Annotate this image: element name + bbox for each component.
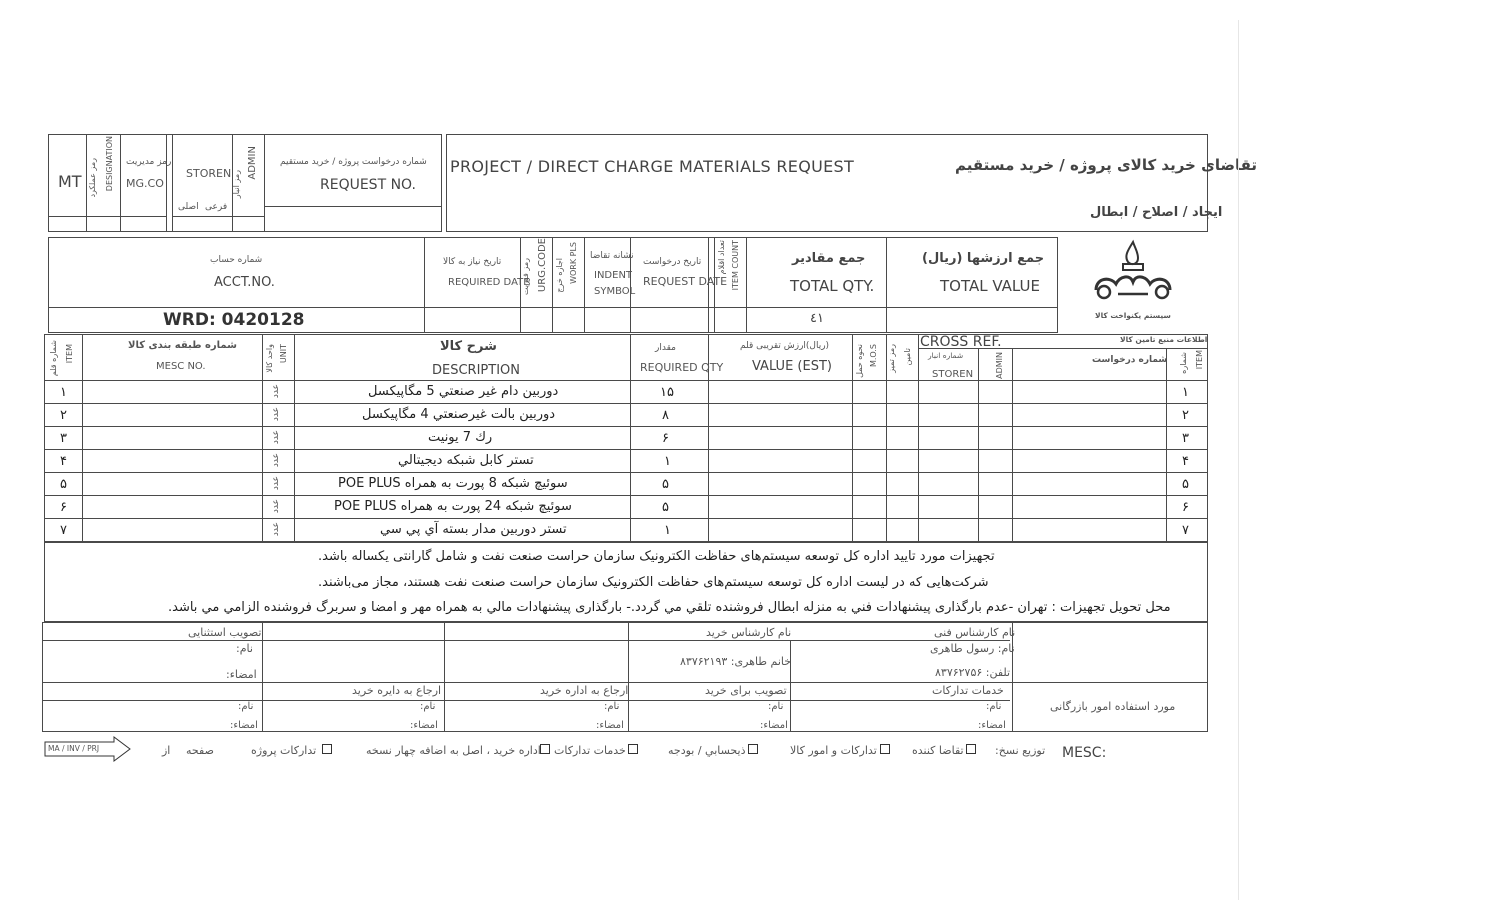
refer-dept-label: ارجاع به اداره خرید: [540, 684, 629, 697]
mgco-label: MG.CO: [126, 177, 164, 190]
row-desc: سوئیچ شبکه 8 پورت به همراه POE PLUS: [338, 476, 568, 491]
total-qty-value: ٤١: [810, 311, 824, 326]
acct-fa: شماره حساب: [210, 255, 263, 265]
tech-expert-label: نام کارشناس فنی: [934, 626, 1016, 639]
row-unit: عدد: [271, 453, 281, 468]
indent-fa: نشانه تقاضا: [590, 251, 634, 261]
buy-office-label: اداره خرید ، اصل به اضافه چهار نسخه: [366, 744, 541, 757]
title-fa: تقاضای خرید کالای پروژه / خرید مستقیم: [955, 156, 1258, 174]
col-tamin-fa: تامین: [903, 348, 912, 366]
col-supplier-info: اطلاعات منبع تامین کالا: [1120, 335, 1208, 344]
col-naghl-fa: نحوه حمل: [855, 344, 864, 378]
col-value-en: VALUE (EST): [752, 359, 832, 374]
supply-service-checkbox[interactable]: [628, 744, 638, 754]
row-unit: عدد: [271, 522, 281, 537]
row-no-right: ٧: [1182, 523, 1189, 538]
supply-services-label: خدمات تدارکات: [932, 684, 1004, 697]
buy-expert-name: خانم طاهری: ۸۳۷۶۲۱۹۳: [680, 655, 792, 668]
refer-dept-name: نام:: [604, 701, 620, 712]
col-desc-fa: شرح کالا: [440, 339, 497, 354]
row-qty: ۵: [662, 500, 669, 515]
supply-services-name: نام:: [986, 701, 1002, 712]
row-no: ۶: [60, 500, 67, 515]
approve-buy-name: نام:: [768, 701, 784, 712]
project-supply-checkbox[interactable]: [322, 744, 332, 754]
item-count-en: ITEM COUNT: [731, 240, 740, 291]
exception-sign: امضاء:: [226, 668, 257, 681]
mgco-fa-label: رمز مدیریت: [126, 157, 172, 167]
supply-service-label: خدمات تدارکات: [554, 744, 626, 757]
col-storen: STOREN: [932, 369, 974, 380]
work-pls: WORK PLS: [569, 242, 578, 284]
row-no: ۴: [60, 454, 67, 469]
urg-fa: رمز فوریت: [521, 258, 530, 296]
row-qty: ٨: [662, 408, 669, 423]
row-no: ۵: [60, 477, 67, 492]
indent-en: INDENT SYMBOL: [594, 270, 636, 297]
project-supply-label: تدارکات پروژه: [251, 744, 317, 757]
acct-value: WRD: 0420128: [163, 310, 305, 330]
requester-checkbox[interactable]: [966, 744, 976, 754]
admin-label: ADMIN: [247, 146, 258, 180]
note-2: شرکت‌هایی که در لیست اداره کل توسعه سیستم‌های حفاظت الکترونیک سازمان حراست صنعت نفت هستند، مجاز می‌باشند.: [318, 575, 989, 590]
required-date-fa: تاریخ نیاز به کالا: [443, 257, 502, 267]
col-item-en: ITEM: [65, 344, 74, 364]
left-name: نام:: [238, 701, 254, 712]
request-date-fa: تاریخ درخواست: [643, 257, 702, 267]
row-no-right: ۶: [1182, 500, 1189, 515]
logo-text: سیستم یکنواخت کالا: [1095, 311, 1171, 320]
row-unit: عدد: [271, 430, 281, 445]
anbar-label: رمز انبار: [232, 170, 241, 199]
col-req-no-fa: شماره درخواست: [1092, 355, 1168, 365]
col-mos: M.O.S: [869, 344, 878, 368]
col-item2-fa: شماره: [1179, 352, 1188, 374]
col-value-fa: (ریال)ارزش تقریبی قلم: [740, 341, 830, 351]
amalkard-label: رمز عملکرد: [88, 158, 97, 198]
col-qty-fa: مقدار: [655, 343, 676, 353]
refer-office-sign: امضاء:: [410, 720, 438, 731]
col-item-fa: شماره قلم: [49, 340, 58, 377]
refer-office-name: نام:: [420, 701, 436, 712]
row-qty: ١: [664, 523, 671, 538]
request-date-en: REQUEST DATE: [643, 275, 728, 288]
accounting-checkbox[interactable]: [748, 744, 758, 754]
form-code: MA / INV / PRJ: [48, 744, 100, 753]
tech-expert-name: نام: رسول طاهری: [930, 642, 1015, 655]
row-desc: تستر دوربین مدار بسته آي پي سي: [380, 522, 567, 537]
mt-label: MT: [58, 172, 82, 191]
col-admin: ADMIN: [995, 352, 1004, 379]
urg-code: URG.CODE: [537, 238, 548, 293]
scan-edge-line: [1238, 20, 1239, 900]
supply-goods-checkbox[interactable]: [880, 744, 890, 754]
total-value-fa: جمع ارزشها (ریال): [922, 251, 1045, 266]
item-count-fa: تعداد اقلام: [717, 240, 726, 275]
row-no-right: ٢: [1182, 408, 1189, 423]
requester-label: تقاضا کننده: [912, 744, 964, 757]
row-unit: عدد: [271, 384, 281, 399]
col-unit-en: UNIT: [279, 344, 288, 364]
total-qty-en: TOTAL QTY.: [790, 277, 875, 295]
subtitle-fa: ایجاد / اصلاح / ابطال: [1090, 205, 1223, 220]
row-desc: تستر کابل شبکه دیجیتالي: [398, 453, 534, 468]
col-qty-en: REQUIRED QTY: [640, 361, 724, 374]
tech-expert-phone: تلفن: ۸۳۷۶۲۷۵۶: [935, 666, 1011, 679]
exception-name: نام:: [236, 642, 253, 655]
buy-office-checkbox[interactable]: [540, 744, 550, 754]
request-no-fa: شماره درخواست پروژه / خرید مستقیم: [280, 157, 427, 167]
col-mesc-en: MESC NO.: [156, 361, 206, 372]
refer-office-label: ارجاع به دایره خرید: [352, 684, 442, 697]
row-no-right: ١: [1182, 385, 1189, 400]
row-no-right: ٣: [1182, 431, 1189, 446]
col-item2-en: ITEM: [1195, 350, 1204, 370]
supply-services-sign: امضاء:: [978, 720, 1006, 731]
col-desc-en: DESCRIPTION: [432, 363, 520, 378]
buy-expert-label: نام کارشناس خرید: [706, 626, 792, 639]
row-qty: ۵: [662, 477, 669, 492]
row-no-right: ۵: [1182, 477, 1189, 492]
row-desc: دوربین دام غیر صنعتي 5 مگاپیکسل: [368, 384, 559, 399]
row-qty: ١: [664, 454, 671, 469]
refer-dept-sign: امضاء:: [596, 720, 624, 731]
left-sign: امضاء:: [230, 720, 258, 731]
row-no-right: ۴: [1182, 454, 1189, 469]
commerce-use-label: مورد استفاده امور بازرگانی: [1050, 700, 1176, 713]
row-desc: رك 7 یونیت: [428, 430, 493, 445]
accounting-label: ذیحسابي / بودجه: [668, 744, 746, 757]
exception-label: تصویب استثنایی: [188, 626, 262, 639]
work-fa: اجازه خرج: [555, 258, 564, 293]
col-mesc-fa: شماره طبقه بندی کالا: [128, 340, 237, 351]
row-desc: سوئیچ شبکه 24 پورت به همراه POE PLUS: [334, 499, 572, 514]
row-unit: عدد: [271, 476, 281, 491]
of-label: از: [162, 744, 171, 757]
row-qty: ١۵: [660, 385, 674, 400]
mesc-label: MESC:: [1062, 745, 1107, 761]
row-no: ٣: [60, 431, 67, 446]
approve-buy-sign: امضاء:: [760, 720, 788, 731]
row-desc: دوربین بالت غیرصنعتي 4 مگاپیکسل: [362, 407, 556, 422]
page-label: صفحه: [186, 744, 214, 757]
col-ramz-fa: رمز تمیز: [887, 344, 896, 373]
distribution-label: توزیع نسخ:: [995, 744, 1046, 757]
total-qty-fa: جمع مقادیر: [792, 251, 866, 266]
note-3: محل تحویل تجهیزات : تهران -عدم بارگذاری پیشنهادات فني به منزله ابطال فروشنده تلقي مي گردد.- بارگذاری پیشنهادات مالي به همراه مهر و امضا و سربرگ فروشنده الزامي مي باشد.: [168, 600, 1171, 615]
supply-goods-label: تدارکات و امور کالا: [790, 744, 877, 757]
col-unit-fa: واحد کالا: [265, 344, 274, 373]
row-no: ١: [60, 385, 67, 400]
row-unit: عدد: [271, 499, 281, 514]
note-1: تجهیزات مورد تایید اداره کل توسعه سیستم‌های حفاظت الکترونیک سازمان حراست صنعت نفت و شامل گارانتی یکساله باشد.: [318, 549, 995, 564]
nioc-logo-icon: [1088, 238, 1178, 306]
row-unit: عدد: [271, 407, 281, 422]
asli-label: اصلی: [178, 202, 199, 212]
row-no: ٢: [60, 408, 67, 423]
items-table: [44, 334, 1208, 542]
row-qty: ۶: [662, 431, 669, 446]
title-en: PROJECT / DIRECT CHARGE MATERIALS REQUEST: [450, 157, 855, 176]
col-anbar-fa: شماره انبار: [928, 351, 964, 360]
total-value-en: TOTAL VALUE: [940, 277, 1040, 295]
farei-label: فرعی: [205, 202, 228, 212]
storen-label: STOREN: [186, 167, 232, 180]
col-cross-ref: CROSS REF.: [920, 334, 1002, 350]
approve-buy-label: تصویب برای خرید: [705, 684, 787, 697]
designation-label: DESIGNATION: [105, 136, 114, 192]
acct-en: ACCT.NO.: [214, 275, 275, 290]
request-no-en: REQUEST NO.: [320, 177, 416, 193]
required-date-en: REQUIRED DATE: [448, 277, 530, 288]
row-no: ٧: [60, 523, 67, 538]
